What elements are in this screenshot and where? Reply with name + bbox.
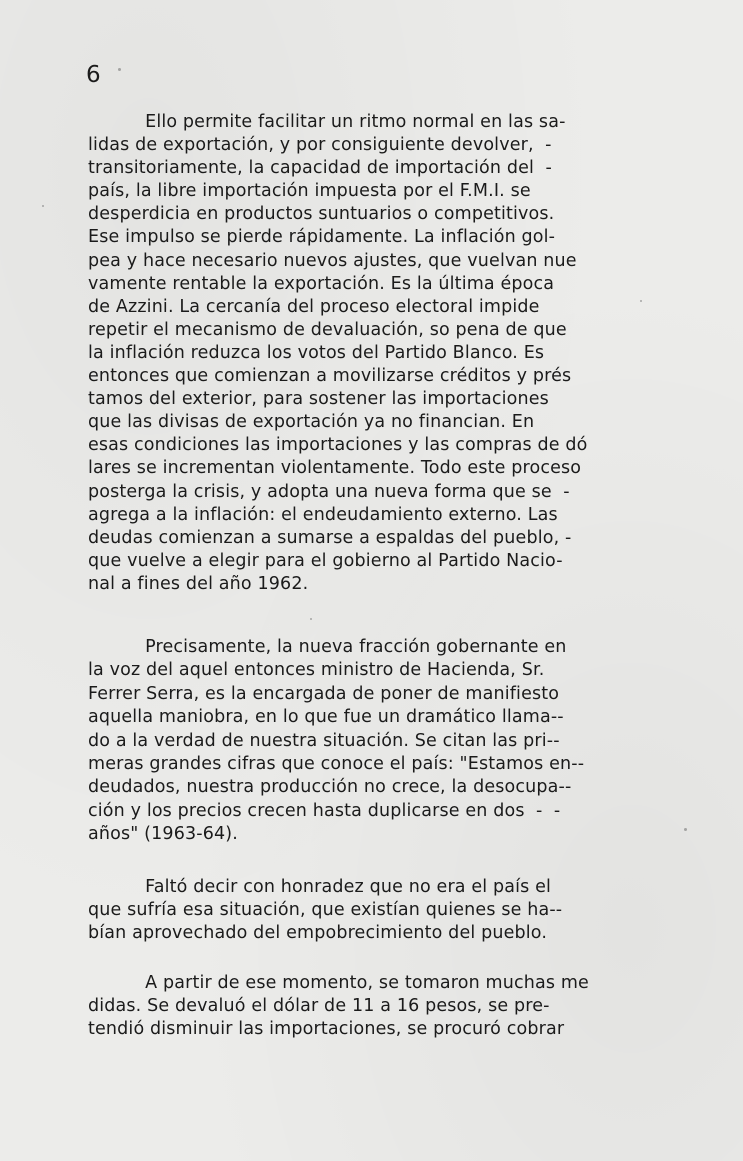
- text-line: años" (1963-64).: [88, 824, 238, 845]
- scan-speck: [118, 68, 121, 71]
- text-line: pea y hace necesario nuevos ajustes, que vuelvan nue: [88, 250, 577, 271]
- page-number: 6: [86, 62, 101, 88]
- scan-speck: [310, 618, 312, 620]
- text-line: Ferrer Serra, es la encargada de poner de manifiesto: [88, 683, 560, 704]
- text-line: lares se incrementan violentamente. Todo este proceso: [88, 458, 582, 479]
- text-line: que sufría esa situación, que existían quienes se ha--: [88, 900, 563, 921]
- paragraph-3: [88, 876, 648, 945]
- text-line: bían aprovechado del empobrecimiento del pueblo.: [88, 923, 548, 944]
- text-line: agrega a la inflación: el endeudamiento externo. Las: [88, 504, 558, 525]
- paragraph-4: [88, 972, 648, 1041]
- text-line: de Azzini. La cercanía del proceso electoral impide: [88, 296, 540, 317]
- text-line: posterga la crisis, y adopta una nueva forma que se -: [88, 481, 570, 502]
- text-line: lidas de exportación, y por consiguiente devolver, -: [88, 135, 552, 156]
- text-line: tamos del exterior, para sostener las importaciones: [88, 389, 549, 410]
- text-line: didas. Se devaluó el dólar de 11 a 16 pesos, se pre-: [88, 996, 550, 1017]
- text-line: aquella maniobra, en lo que fue un dramático llama--: [88, 707, 564, 728]
- text-line: Ello permite facilitar un ritmo normal en las sa-: [88, 112, 566, 132]
- text-line: nal a fines del año 1962.: [88, 573, 309, 594]
- text-line: esas condiciones las importaciones y las compras de dó: [88, 435, 588, 456]
- text-line: do a la verdad de nuestra situación. Se citan las pri--: [88, 730, 560, 751]
- text-line: desperdicia en productos suntuarios o competitivos.: [88, 204, 555, 225]
- text-line: Ese impulso se pierde rápidamente. La inflación gol-: [88, 227, 556, 248]
- text-line: que las divisas de exportación ya no financian. En: [88, 412, 535, 433]
- text-line: entonces que comienzan a movilizarse créditos y prés: [88, 366, 572, 387]
- text-line: deudados, nuestra producción no crece, la desocupa--: [88, 777, 572, 798]
- text-line: tendió disminuir las importaciones, se procuró cobrar: [88, 1019, 565, 1040]
- text-line: que vuelve a elegir para el gobierno al Partido Nacio-: [88, 550, 563, 571]
- text-line: A partir de ese momento, se tomaron muchas me: [88, 973, 589, 993]
- text-line: transitoriamente, la capacidad de importación del -: [88, 158, 552, 179]
- text-line: país, la libre importación impuesta por el F.M.I. se: [88, 181, 531, 202]
- text-line: ción y los precios crecen hasta duplicarse en dos - -: [88, 800, 561, 821]
- text-line: repetir el mecanismo de devaluación, so pena de que: [88, 319, 567, 340]
- scan-speck: [684, 828, 687, 831]
- text-line: Precisamente, la nueva fracción gobernante en: [88, 637, 567, 657]
- text-line: deudas comienzan a sumarse a espaldas del pueblo, -: [88, 527, 572, 548]
- scan-speck: [640, 300, 642, 302]
- text-line: Faltó decir con honradez que no era el país el: [88, 877, 552, 897]
- paragraph-1: [88, 111, 648, 596]
- text-line: la voz del aquel entonces ministro de Hacienda, Sr.: [88, 660, 545, 681]
- paragraph-2: [88, 636, 648, 847]
- text-line: meras grandes cifras que conoce el país: "Estamos en--: [88, 754, 585, 775]
- text-line: vamente rentable la exportación. Es la última época: [88, 273, 555, 294]
- scan-speck: [42, 205, 44, 207]
- text-line: la inflación reduzca los votos del Partido Blanco. Es: [88, 342, 545, 363]
